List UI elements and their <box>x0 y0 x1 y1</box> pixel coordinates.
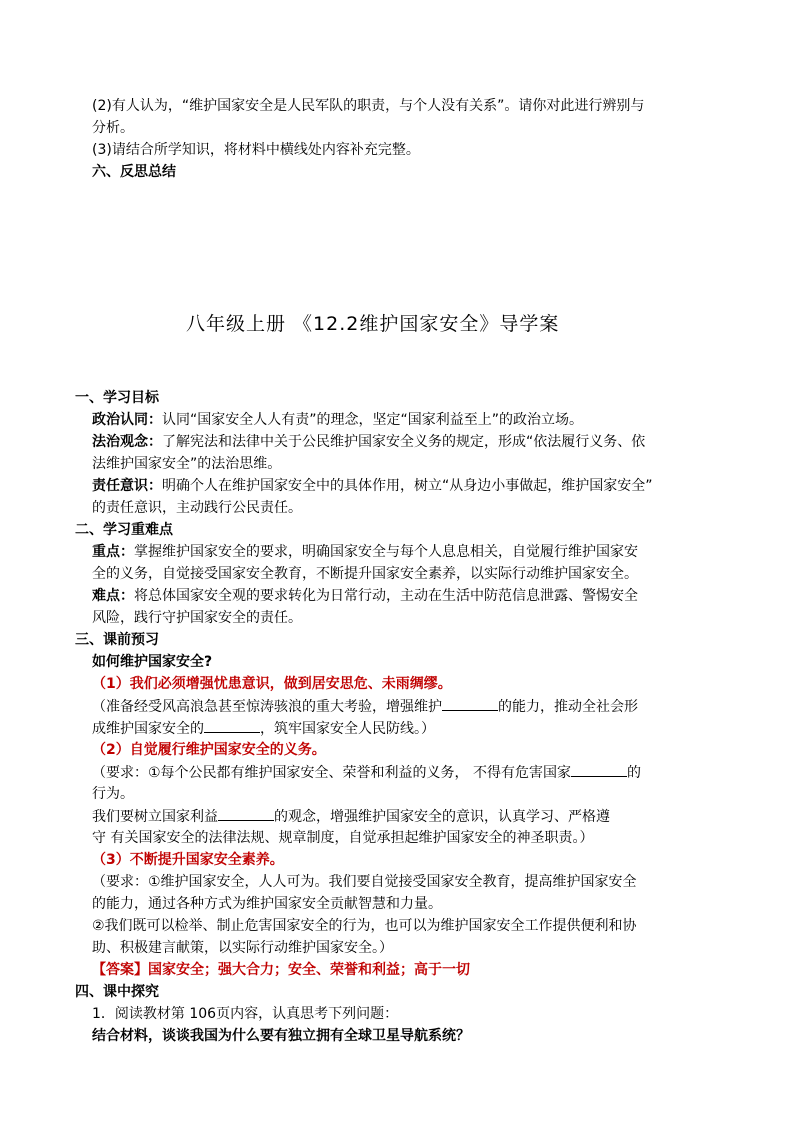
answer-key: 【答案】国家安全；强大合力；安全、荣誉和利益；高于一切 <box>92 962 470 978</box>
objective-legal-line-2: 法维护国家安全”的法治思维。 <box>92 456 282 472</box>
question-3: (3)请结合所学知识，将材料中横线处内容补充完整。 <box>92 142 420 158</box>
preview-point-3-line-2: 的能力，通过各种方式为维护国家安全贡献智慧和力量。 <box>92 896 442 912</box>
preview-point-2-line-2: 行为。 <box>92 786 134 802</box>
fill-blank[interactable] <box>571 762 627 777</box>
key-point-line-2: 全的义务，自觉接受国家安全教育，不断提升国家安全素养，以实际行动维护国家安全。 <box>92 566 638 582</box>
preview-point-2-line-4: 守 有关国家安全的法律法规、规章制度，自觉承担起维护国家安全的神圣职责。） <box>92 830 594 846</box>
objective-responsibility-line-1: 责任意识：明确个人在维护国家安全中的具体作用，树立“从身边小事做起，维护国家安全” <box>92 478 653 494</box>
preview-point-1: （1）我们必须增强忧患意识，做到居安思危、未雨绸缪。 <box>92 676 452 692</box>
objective-political: 政治认同：认同“国家安全人人有责”的理念，坚定“国家利益至上”的政治立场。 <box>92 412 584 428</box>
page-title: 八年级上册 《12.2维护国家安全》导学案 <box>186 313 560 335</box>
preview-question: 如何维护国家安全? <box>92 654 213 670</box>
section-3-heading: 三、课前预习 <box>75 632 159 648</box>
question-2-line-2: 分析。 <box>92 120 134 136</box>
preview-point-2: （2）自觉履行维护国家安全的义务。 <box>92 742 326 758</box>
fill-blank[interactable] <box>442 696 498 711</box>
preview-point-1-line-1: （准备经受风高浪急甚至惊涛骇浪的重大考验，增强维护 的能力，推动全社会形 <box>92 696 638 717</box>
difficulty-line-1: 难点：将总体国家安全观的要求转化为日常行动，主动在生活中防范信息泄露、警惕安全 <box>92 588 638 604</box>
explore-item-1-question: 结合材料，谈谈我国为什么要有独立拥有全球卫星导航系统？ <box>92 1028 470 1044</box>
section-2-heading: 二、学习重难点 <box>75 522 173 538</box>
section-1-heading: 一、学习目标 <box>75 390 159 406</box>
objective-responsibility-line-2: 的责任意识，主动践行公民责任。 <box>92 500 302 516</box>
preview-point-3-line-4: 助、积极建言献策，以实际行动维护国家安全。） <box>92 940 393 956</box>
preview-point-1-line-2: 成维护国家安全的 ，筑牢国家安全人民防线。） <box>92 718 435 739</box>
preview-point-3-line-3: ②我们既可以检举、制止危害国家安全的行为，也可以为维护国家安全工作提供便利和协 <box>92 918 637 934</box>
explore-item-1: 1．阅读教材第 106页内容，认真思考下列问题： <box>92 1006 399 1022</box>
key-point-line-1: 重点：掌握维护国家安全的要求，明确国家安全与每个人息息相关，自觉履行维护国家安 <box>92 544 638 560</box>
fill-blank[interactable] <box>218 806 274 821</box>
preview-point-2-line-3: 我们要树立国家利益 的观念，增强维护国家安全的意识，认真学习、严格遵 <box>92 806 610 827</box>
preview-point-3: （3）不断提升国家安全素养。 <box>92 852 284 868</box>
preview-point-2-line-1: （要求：①每个公民都有维护国家安全、荣誉和利益的义务， 不得有危害国家 的 <box>92 762 641 783</box>
question-2-line-1: (2)有人认为，“维护国家安全是人民军队的职责，与个人没有关系”。请你对此进行辨别与 <box>92 98 645 114</box>
objective-legal-line-1: 法治观念：了解宪法和法律中关于公民维护国家安全义务的规定，形成“依法履行义务、依 <box>92 434 646 450</box>
fill-blank[interactable] <box>204 718 260 733</box>
section-6-heading: 六、反思总结 <box>92 164 176 180</box>
section-4-heading: 四、课中探究 <box>75 984 159 1000</box>
preview-point-3-line-1: （要求：①维护国家安全，人人可为。我们要自觉接受国家安全教育，提高维护国家安全 <box>92 874 637 890</box>
difficulty-line-2: 风险，践行守护国家安全的责任。 <box>92 610 302 626</box>
